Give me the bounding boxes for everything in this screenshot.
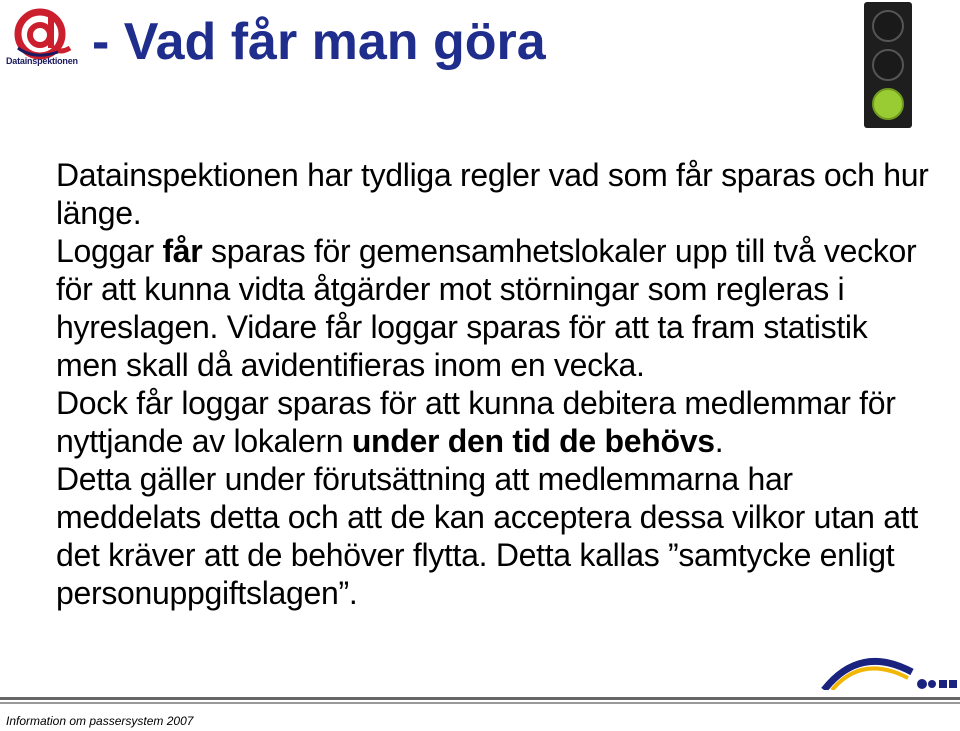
- yellow-light-icon: [872, 49, 904, 81]
- p3-text-pre: Dock får loggar sparas för att kunna debitera medlemmar för nyttjande av lokalern: [56, 385, 896, 459]
- footer-text: Information om passersystem 2007: [6, 714, 194, 728]
- footer-divider: [0, 697, 960, 700]
- logo-text: Datainspektionen: [6, 56, 78, 66]
- p2-text-pre: Loggar: [56, 233, 163, 269]
- p2-text-post: sparas för gemensamhetslokaler upp till två veckor för att kunna vidta åtgärder mot störningar som regleras i hyreslagen. Vidare får loggar sparas för att ta fram statistik men skall då avidentifieras inom en vecka.: [56, 233, 917, 383]
- traffic-light-icon: [864, 2, 912, 128]
- footer-divider-secondary: [0, 702, 960, 704]
- slide-body: [56, 156, 936, 612]
- red-light-icon: [872, 10, 904, 42]
- paragraph-3: [56, 384, 936, 460]
- p3-bold: under den tid de behövs: [351, 423, 715, 459]
- paragraph-4: Detta gäller under förutsättning att medlemmarna har meddelats detta och att de kan acceptera dessa vilkor utan att det kräver att de behöver flytta. Detta kallas ”samtycke enligt personuppgiftslagen”.: [56, 461, 918, 611]
- green-light-icon: [872, 88, 904, 120]
- arc-dots-logo-icon: [818, 638, 960, 690]
- p2-bold: får: [162, 233, 203, 269]
- paragraph-1: Datainspektionen har tydliga regler vad som får sparas och hur länge.: [56, 157, 929, 231]
- p3-text-post: .: [714, 423, 724, 459]
- paragraph-2: [56, 232, 936, 384]
- page-title: - Vad får man göra: [92, 13, 546, 71]
